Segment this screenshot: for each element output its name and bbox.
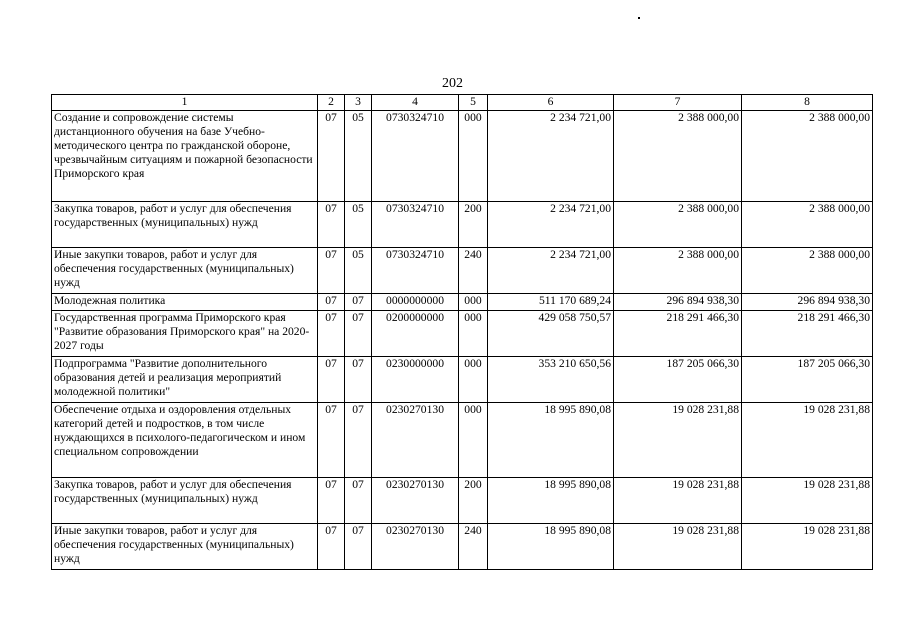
amount-col8: 218 291 466,30	[742, 311, 873, 357]
amount-col8: 187 205 066,30	[742, 357, 873, 403]
amount-col7: 19 028 231,88	[614, 403, 742, 478]
col-header-8: 8	[742, 95, 873, 111]
amount-col8: 2 388 000,00	[742, 248, 873, 294]
table-row	[52, 311, 873, 357]
page-number: 202	[442, 76, 463, 91]
col-header-1: 1	[52, 95, 318, 111]
amount-col8: 2 388 000,00	[742, 111, 873, 202]
amount-col8: 2 388 000,00	[742, 202, 873, 248]
amount-col8: 19 028 231,88	[742, 478, 873, 524]
item-name: Создание и сопровождение системы дистанционного обучения на базе Учебно-методического центра по гражданской обороне, чрезвычайным ситуациям и пожарной безопасности Приморского края	[52, 111, 318, 202]
expense-type-code: 240	[459, 524, 488, 570]
section-code: 07	[318, 524, 345, 570]
col-header-7: 7	[614, 95, 742, 111]
section-code: 07	[318, 294, 345, 311]
section-code: 07	[318, 202, 345, 248]
amount-col6: 2 234 721,00	[488, 202, 614, 248]
amount-col6: 511 170 689,24	[488, 294, 614, 311]
expense-type-code: 200	[459, 202, 488, 248]
subsection-code: 07	[345, 311, 372, 357]
section-code: 07	[318, 111, 345, 202]
header-row	[52, 95, 873, 111]
subsection-code: 07	[345, 524, 372, 570]
col-header-4: 4	[372, 95, 459, 111]
item-name: Иные закупки товаров, работ и услуг для обеспечения государственных (муниципальных) нужд	[52, 248, 318, 294]
expense-type-code: 000	[459, 403, 488, 478]
target-article-code: 0230270130	[372, 524, 459, 570]
expense-type-code: 000	[459, 357, 488, 403]
amount-col7: 296 894 938,30	[614, 294, 742, 311]
target-article-code: 0000000000	[372, 294, 459, 311]
amount-col6: 2 234 721,00	[488, 248, 614, 294]
amount-col7: 2 388 000,00	[614, 111, 742, 202]
section-code: 07	[318, 248, 345, 294]
target-article-code: 0730324710	[372, 111, 459, 202]
amount-col7: 19 028 231,88	[614, 524, 742, 570]
amount-col7: 19 028 231,88	[614, 478, 742, 524]
subsection-code: 07	[345, 478, 372, 524]
item-name: Подпрограмма "Развитие дополнительного образования детей и реализация мероприятий молодежной политики"	[52, 357, 318, 403]
col-header-5: 5	[459, 95, 488, 111]
amount-col7: 218 291 466,30	[614, 311, 742, 357]
amount-col6: 429 058 750,57	[488, 311, 614, 357]
amount-col6: 353 210 650,56	[488, 357, 614, 403]
expense-type-code: 000	[459, 311, 488, 357]
table-row	[52, 111, 873, 202]
amount-col7: 2 388 000,00	[614, 248, 742, 294]
expense-type-code: 000	[459, 294, 488, 311]
item-name: Иные закупки товаров, работ и услуг для обеспечения государственных (муниципальных) нужд	[52, 524, 318, 570]
budget-table	[51, 94, 873, 570]
target-article-code: 0730324710	[372, 202, 459, 248]
expense-type-code: 000	[459, 111, 488, 202]
col-header-3: 3	[345, 95, 372, 111]
section-code: 07	[318, 311, 345, 357]
table-row	[52, 294, 873, 311]
col-header-2: 2	[318, 95, 345, 111]
amount-col6: 18 995 890,08	[488, 524, 614, 570]
expense-type-code: 240	[459, 248, 488, 294]
amount-col6: 18 995 890,08	[488, 478, 614, 524]
subsection-code: 05	[345, 202, 372, 248]
item-name: Закупка товаров, работ и услуг для обеспечения государственных (муниципальных) нужд	[52, 202, 318, 248]
amount-col7: 2 388 000,00	[614, 202, 742, 248]
subsection-code: 05	[345, 111, 372, 202]
item-name: Обеспечение отдыха и оздоровления отдельных категорий детей и подростков, в том числе нуждающихся в психолого-педагогическом и ином специальном сопровождении	[52, 403, 318, 478]
subsection-code: 07	[345, 294, 372, 311]
amount-col8: 19 028 231,88	[742, 524, 873, 570]
col-header-6: 6	[488, 95, 614, 111]
subsection-code: 05	[345, 248, 372, 294]
target-article-code: 0200000000	[372, 311, 459, 357]
expense-type-code: 200	[459, 478, 488, 524]
table-row	[52, 403, 873, 478]
table-row	[52, 202, 873, 248]
item-name: Закупка товаров, работ и услуг для обеспечения государственных (муниципальных) нужд	[52, 478, 318, 524]
subsection-code: 07	[345, 403, 372, 478]
item-name: Государственная программа Приморского края "Развитие образования Приморского края" на 2020-2027 годы	[52, 311, 318, 357]
subsection-code: 07	[345, 357, 372, 403]
table-row	[52, 524, 873, 570]
target-article-code: 0230270130	[372, 478, 459, 524]
target-article-code: 0230000000	[372, 357, 459, 403]
item-name: Молодежная политика	[52, 294, 318, 311]
section-code: 07	[318, 403, 345, 478]
table-row	[52, 478, 873, 524]
table-row	[52, 248, 873, 294]
amount-col6: 2 234 721,00	[488, 111, 614, 202]
scan-speck	[638, 17, 640, 19]
amount-col6: 18 995 890,08	[488, 403, 614, 478]
target-article-code: 0230270130	[372, 403, 459, 478]
amount-col7: 187 205 066,30	[614, 357, 742, 403]
section-code: 07	[318, 357, 345, 403]
section-code: 07	[318, 478, 345, 524]
amount-col8: 296 894 938,30	[742, 294, 873, 311]
table-row	[52, 357, 873, 403]
target-article-code: 0730324710	[372, 248, 459, 294]
amount-col8: 19 028 231,88	[742, 403, 873, 478]
